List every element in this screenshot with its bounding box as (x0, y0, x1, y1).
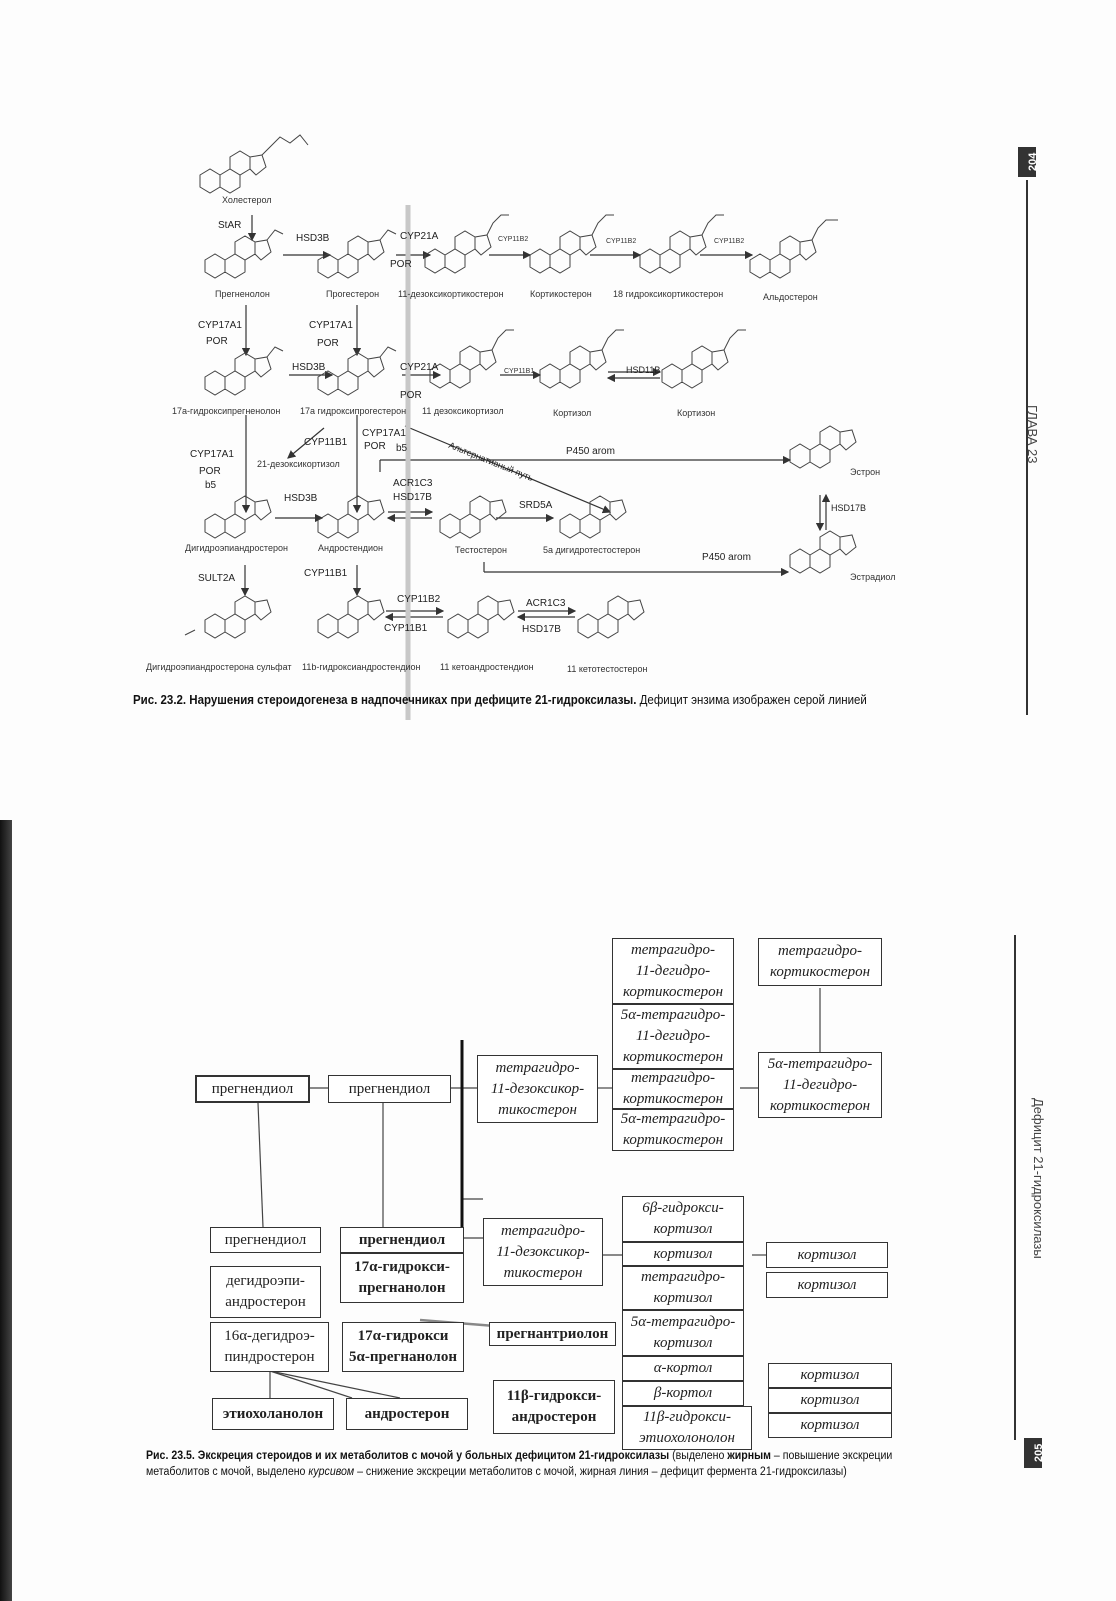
label-progesterone: Прогестерон (326, 289, 380, 299)
label-estrone: Эстрон (850, 467, 881, 477)
box-a-cortol: α-кортол (622, 1356, 744, 1381)
enzyme-por-5: POR (364, 441, 386, 452)
label-corticosterone: Кортикостерон (530, 289, 592, 299)
box-cortisol-r1: кортизол (766, 1242, 888, 1268)
enzyme-hsd17b-3: HSD17B (522, 624, 561, 635)
box-11b-oh-etiocholanolone: 11β-гидрокси- этиохолонолон (622, 1406, 752, 1450)
box-cortisol-b2: кортизол (768, 1388, 892, 1413)
enzyme-por-1: POR (390, 259, 412, 270)
figure-caption-bottom (146, 1448, 892, 1480)
enzyme-b5-2: b5 (205, 480, 217, 491)
enzyme-acr1c3-2: ACR1C3 (526, 598, 566, 609)
label-estradiol: Эстрадиол (850, 572, 896, 582)
enzyme-por-3: POR (317, 338, 339, 349)
label-androstenedione: Андростендион (318, 543, 383, 553)
enzyme-hsd17b-1: HSD17B (393, 492, 432, 503)
enzyme-cyp17a1-4: CYP17A1 (190, 449, 234, 460)
box-16a-dhea: 16α-дегидроэ- пиндростерон (210, 1322, 329, 1372)
box-17oh-pregnanolone: 17α-гидрокси- прегнанолон (340, 1253, 464, 1303)
box-pregnantriolone: прегнантриолон (489, 1322, 616, 1346)
enzyme-sult2a: SULT2A (198, 573, 236, 584)
box-col2-a: тетрагидро- кортикостерон (758, 938, 882, 986)
box-pregnenediol-1: прегнендиол (195, 1075, 310, 1103)
box-cortisol-b1: кортизол (768, 1363, 892, 1388)
box-pregnenediol-3: прегнендиол (210, 1227, 321, 1253)
box-col1-b: 5α-тетрагидро- 11-дегидро- кортикостерон (612, 1004, 734, 1069)
label-21-deoxycortisol: 21-дезоксикортизол (257, 459, 340, 469)
enzyme-cyp11b2-3: CYP11B2 (714, 238, 745, 245)
caption-line-2 (146, 1464, 892, 1480)
enzyme-acr1c3-1: ACR1C3 (393, 478, 433, 489)
label-cortisol: Кортизол (553, 408, 592, 418)
box-cortisol-b3: кортизол (768, 1413, 892, 1438)
bottom-side-header: Дефицит 21-гидроксилазы (1031, 1098, 1046, 1259)
enzyme-cyp17a1-3: CYP17A1 (362, 428, 406, 439)
label-dhea: Дигидроэпиандростерон (185, 543, 288, 553)
box-pregnenediol-2: прегнендиол (328, 1075, 451, 1103)
enzyme-por-6: POR (199, 466, 221, 477)
alternative-path-label: Альтернативный путь (447, 440, 535, 484)
enzyme-star: StAR (218, 220, 242, 231)
caption-bottom-title: Рис. 23.5. Экскреция стероидов и их метаболитов с мочой у больных дефицитом 21-гидроксилазы (146, 1450, 670, 1462)
enzyme-cyp11b1-2: CYP11B1 (304, 437, 348, 448)
enzyme-cyp11b1-4: CYP11B1 (384, 623, 428, 634)
caption-bold: Рис. 23.2. Нарушения стероидогенеза в надпочечниках при дефиците 21-гидроксилазы. (133, 693, 637, 707)
label-11keto-testosterone: 11 кетотестостерон (567, 664, 648, 674)
box-pregnenediol-4: прегнендиол (340, 1227, 464, 1253)
box-cortisol-r2: кортизол (766, 1272, 888, 1298)
enzyme-cyp11b1-1: CYP11B1 (504, 368, 535, 375)
enzyme-cyp11b1-3: CYP11B1 (304, 568, 348, 579)
enzyme-hsd3b-1: HSD3B (296, 233, 330, 244)
top-side-header: ГЛАВА 23 (1025, 405, 1040, 464)
box-cortisol-c3: кортизол (622, 1242, 744, 1266)
label-11-deoxycortisol: 11 дезоксикортизол (422, 406, 504, 416)
enzyme-hsd17b-2: HSD17B (831, 503, 867, 513)
top-page-number: 204 (1018, 147, 1036, 177)
label-17oh-progesterone: 17а гидроксипрогестерон (300, 406, 407, 416)
label-11keto-androstenedione: 11 кетоандростендион (440, 662, 534, 672)
box-col2-b: 5α-тетрагидро- 11-дегидро- кортикостерон (758, 1052, 882, 1118)
label-cholesterol: Холестерол (222, 195, 272, 205)
enzyme-por-4: POR (400, 390, 422, 401)
box-androsterone: андростерон (346, 1398, 468, 1430)
enzyme-cyp21a-1: CYP21A (400, 231, 439, 242)
enzyme-cyp17a1-2: CYP17A1 (309, 320, 353, 331)
enzyme-hsd11b: HSD11B (626, 365, 661, 375)
enzyme-cyp17a1-1: CYP17A1 (198, 320, 242, 331)
label-doc: 11-дезоксикортикостерон (398, 289, 504, 299)
caption-bottom-text1: (выделено (669, 1450, 728, 1462)
box-thdoc-2: тетрагидро- 11-дезоксикор- тикостерон (483, 1218, 603, 1286)
enzyme-hsd3b-2: HSD3B (292, 362, 326, 373)
box-5a-th-cortisol: 5α-тетрагидро- кортизол (622, 1310, 744, 1356)
enzyme-p450-1: P450 arom (566, 446, 615, 457)
box-th-cortisol: тетрагидро- кортизол (622, 1266, 744, 1310)
box-col1-d: 5α-тетрагидро- кортикостерон (612, 1109, 734, 1151)
label-dht: 5а дигидротестостерон (543, 545, 641, 555)
caption-bottom-text2: – повышение экскреции (770, 1450, 893, 1462)
box-col1-a: тетрагидро- 11-дегидро- кортикостерон (612, 938, 734, 1004)
enzyme-cyp21a-2: CYP21A (400, 362, 439, 373)
caption-bottom-text4: – снижение экскреции метаболитов с мочой, жирная линия – дефицит фермента 21-гидроксилазы) (354, 1466, 847, 1478)
bottom-page-number: 205 (1024, 1438, 1042, 1468)
box-6b-oh-cortisol: 6β-гидрокси- кортизол (622, 1196, 744, 1242)
caption-bottom-text3: метаболитов с мочой, выделено (146, 1466, 309, 1478)
box-etiocholanolone: этиохоланолон (212, 1398, 334, 1430)
label-17oh-pregnenolone: 17а-гидроксипрегненолон (172, 406, 281, 416)
label-cortisone: Кортизон (677, 408, 716, 418)
label-dheas: Дигидроэпиандростерона сульфат (146, 662, 292, 672)
caption-line-1 (146, 1448, 892, 1464)
enzyme-cyp11b2-4: CYP11B2 (397, 594, 441, 605)
box-col1-c: тетрагидро- кортикостерон (612, 1069, 734, 1109)
enzyme-hsd3b-3: HSD3B (284, 493, 318, 504)
enzyme-por-2: POR (206, 336, 228, 347)
enzyme-p450-2: P450 arom (702, 552, 751, 563)
enzyme-b5-1: b5 (396, 443, 408, 454)
caption-bottom-italic-word: курсивом (308, 1466, 355, 1478)
box-17oh-5a-pregnanolone: 17α-гидрокси 5α-прегнанолон (342, 1322, 464, 1372)
box-thdoc-1: тетрагидро- 11-дезоксикор- тикостерон (477, 1055, 598, 1123)
enzyme-cyp11b2-2: CYP11B2 (606, 238, 637, 245)
label-aldosterone: Альдостерон (763, 292, 818, 302)
box-dhea: дегидроэпи- андростерон (210, 1266, 321, 1318)
caption-rest: Дефицит энзима изображен серой линией (636, 693, 867, 707)
label-pregnenolone: Прегненолон (215, 289, 270, 299)
box-11b-oh-androsterone: 11β-гидрокси- андростерон (493, 1380, 615, 1434)
caption-bottom-bold-word: жирным (727, 1450, 771, 1462)
label-18oh: 18 гидроксикортикостерон (613, 289, 724, 299)
enzyme-cyp11b2-1: CYP11B2 (498, 236, 529, 243)
label-11oh-androstenedione: 11b-гидроксиандростендион (302, 662, 421, 672)
label-testosterone: Тестостерон (455, 545, 508, 555)
box-b-cortol: β-кортол (622, 1381, 744, 1406)
enzyme-srd5a: SRD5A (519, 500, 553, 511)
